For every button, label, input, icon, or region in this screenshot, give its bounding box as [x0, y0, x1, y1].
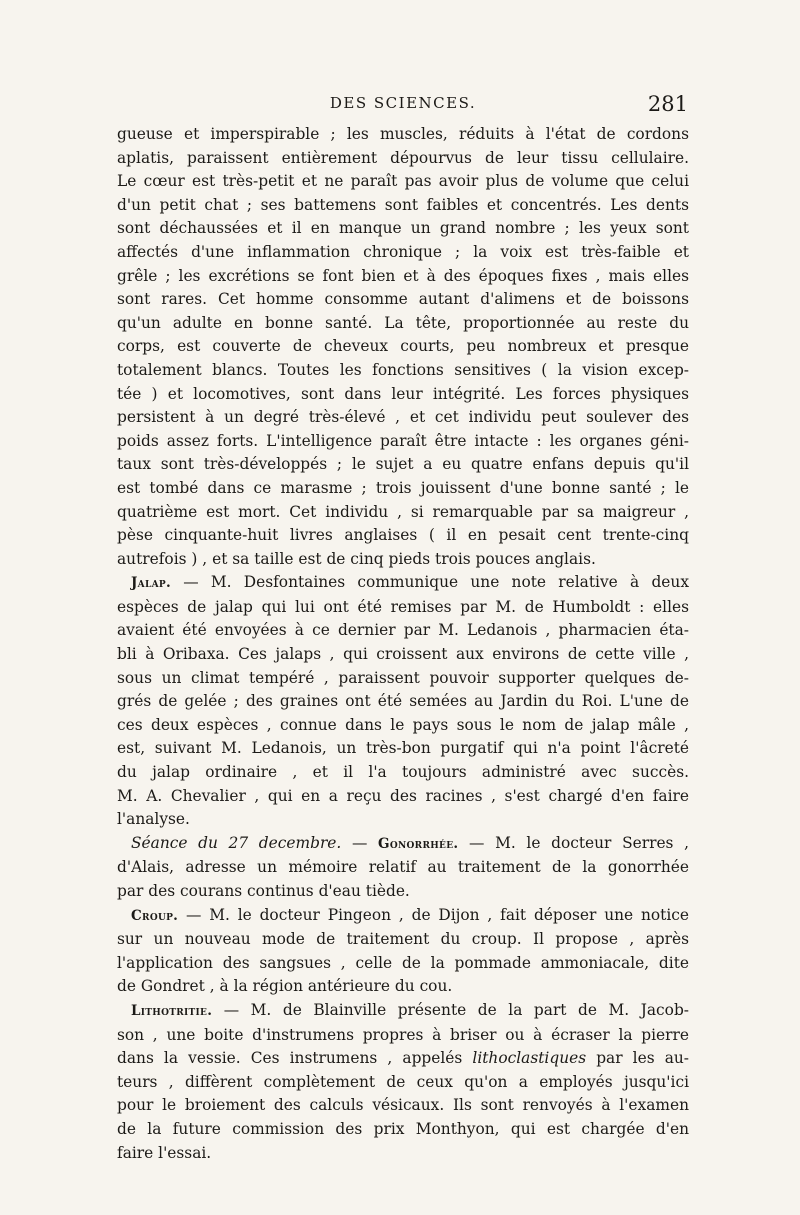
lead-text: — M. Desfontaines communique une note relative à deux [170, 573, 689, 592]
text-line: pèse cinquante-huit livres anglaises ( il en pesait cent trente-cinq [117, 526, 689, 545]
text-line: grés de gelée ; des graines ont été semées au Jardin du Roi. L'une de [117, 692, 689, 711]
text-line [117, 571, 689, 596]
text-line: de Gondret , à la région antérieure du cou. [117, 977, 453, 996]
session-date: Séance du 27 decembre. [131, 833, 342, 852]
text-line: aplatis, paraissent entièrement dépourvus de leur tissu cellulaire. [117, 148, 689, 167]
text-line: taux sont très-développés ; le sujet a eu quatre enfans depuis qu'il [117, 455, 689, 474]
text-line: grêle ; les excrétions se font bien et à des époques fixes , mais elles [117, 266, 689, 285]
text-line: son , une boite d'instrumens propres à briser ou à écraser la pierre [117, 1025, 689, 1044]
section-heading-lithotritie: Lithotritie. [131, 1002, 213, 1019]
text-line: autrefois ) , et sa taille est de cinq pieds trois pouces anglais. [117, 549, 596, 568]
text-line: persistent à un degré très-élevé , et cet individu peut soulever des [117, 408, 689, 427]
text-line: d'Alais, adresse un mémoire relatif au traitement de la gonorrhée [117, 858, 689, 877]
text-line: par des courans continus d'eau tiède. [117, 882, 410, 900]
text-line: M. A. Chevalier , qui en a reçu des racines , s'est chargé d'en faire [117, 786, 689, 805]
section-heading-croup: Croup. [131, 907, 179, 924]
section-heading-jalap: Jalap. [131, 575, 171, 592]
text-line: totalement blancs. Toutes les fonctions sensitives ( la vision excep- [117, 360, 689, 379]
paragraph-gonorrhee [117, 832, 689, 904]
text-line: l'analyse. [117, 810, 190, 829]
text-line: est tombé dans ce marasme ; trois jouissent d'une bonne santé ; le [117, 478, 689, 497]
text-line: Le cœur est très-petit et ne paraît pas avoir plus de volume que celui [117, 172, 689, 191]
paragraph-croup [117, 904, 689, 999]
text-line: affectés d'une inflammation chronique ; la voix est très-faible et [117, 242, 689, 261]
text-line: avaient été envoyées à ce dernier par M. Ledanois , pharmacien éta- [117, 621, 689, 640]
text-line: sont déchaussées et il en manque un grand nombre ; les yeux sont [117, 219, 689, 238]
text-line: est, suivant M. Ledanois, un très-bon purgatif qui n'a point l'âcreté [117, 739, 689, 758]
text-line: espèces de jalap qui lui ont été remises par M. de Humboldt : elles [117, 597, 689, 616]
paragraph-lithotritie [117, 999, 689, 1165]
text-line: poids assez forts. L'intelligence paraît être intacte : les organes géni- [117, 431, 689, 450]
text-fragment: dans la vessie. Ces instrumens , appelés [117, 1049, 473, 1068]
text-line: pour le broiement des calculs vésicaux. Ils sont renvoyés à l'examen [117, 1096, 689, 1115]
text-line [117, 904, 689, 929]
text-line [117, 999, 689, 1024]
body-text [117, 123, 689, 1165]
text-line: gueuse et imperspirable ; les muscles, réduits à l'état de cordons [117, 125, 689, 143]
page-header [118, 92, 688, 118]
text-line [117, 1047, 689, 1071]
text-line: du jalap ordinaire , et il l'a toujours administré avec succès. [117, 763, 689, 782]
text-line: teurs , diffèrent complètement de ceux qu'on a employés jusqu'ici [117, 1072, 689, 1091]
text-line: quatrième est mort. Cet individu , si remarquable par sa maigreur , [117, 502, 689, 521]
text-line: qu'un adulte en bonne santé. La tête, proportionnée au reste du [117, 313, 689, 332]
text-line: l'application des sangsues , celle de la pommade ammoniacale, dite [117, 953, 689, 972]
lead-text: — M. le docteur Serres , [458, 833, 689, 852]
text-line: de la future commission des prix Monthyon, qui est chargée d'en [117, 1119, 689, 1138]
running-head: DES SCIENCES. [329, 94, 477, 112]
paragraph-jalap [117, 571, 689, 832]
text-line [117, 832, 689, 857]
page-number: 281 [647, 92, 688, 116]
text-line: sont rares. Cet homme consomme autant d'alimens et de boissons [117, 290, 689, 309]
section-heading-gonorrhee: Gonorrhée. [378, 835, 459, 852]
italic-term: lithoclastiques [472, 1049, 587, 1068]
lead-text: — M. de Blainville présente de la part de M. Jacob- [212, 1000, 689, 1019]
text-fragment: par les au- [586, 1049, 689, 1068]
text-line: d'un petit chat ; ses battemens sont faibles et concentrés. Les dents [117, 195, 689, 214]
text-line: sur un nouveau mode de traitement du croup. Il propose , après [117, 930, 689, 949]
lead-text: — M. le docteur Pingeon , de Dijon , fait déposer une notice [178, 905, 689, 924]
text-line: bli à Oribaxa. Ces jalaps , qui croissent aux environs de cette ville , [117, 645, 689, 664]
paragraph-marasme [117, 123, 689, 571]
text-line: ces deux espèces , connue dans le pays sous le nom de jalap mâle , [117, 715, 689, 734]
text-line: corps, est couverte de cheveux courts, peu nombreux et presque [117, 337, 689, 356]
text-line: sous un climat tempéré , paraissent pouvoir supporter quelques de- [117, 668, 689, 687]
text-line: faire l'essai. [117, 1143, 212, 1162]
text-line: tée ) et locomotives, sont dans leur intégrité. Les forces physiques [117, 384, 689, 403]
dash: — [341, 833, 379, 852]
